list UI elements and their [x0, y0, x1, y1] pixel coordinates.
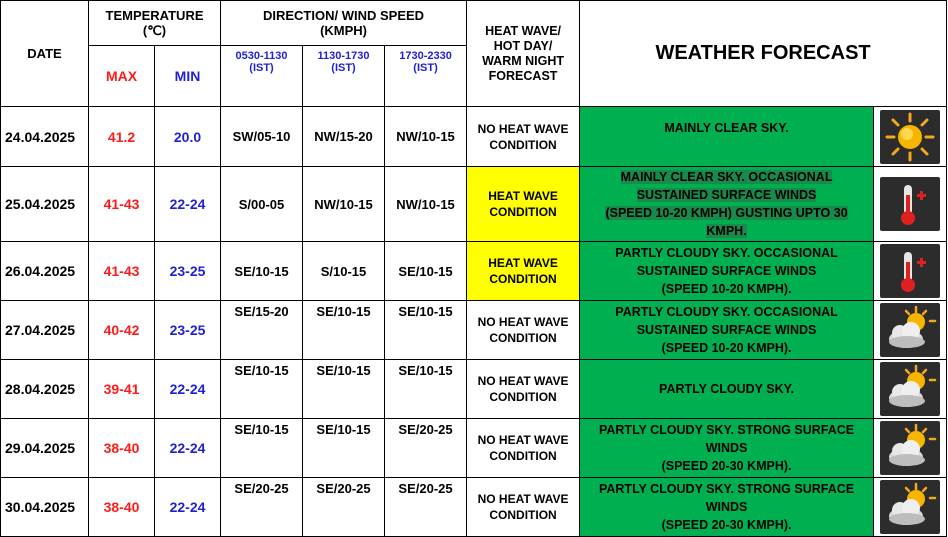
forecast-line: MAINLY CLEAR SKY. OCCASIONAL [620, 170, 833, 184]
forecast-row [1, 360, 947, 419]
forecast-row [1, 107, 947, 167]
row-forecast [580, 478, 874, 537]
row-icon-cell [874, 107, 947, 167]
temperature-unit: (℃) [142, 22, 167, 38]
slot2-header [303, 46, 385, 107]
row-min-temp: 22-24 [155, 167, 221, 242]
heatwave-line: NO HEAT WAVE [477, 433, 569, 447]
row-max-temp: 40-42 [89, 301, 155, 360]
row-max-temp: 38-40 [89, 419, 155, 478]
row-heatwave [467, 360, 580, 419]
forecast-line: SUSTAINED SURFACE WINDS [636, 264, 817, 278]
heatwave-line: CONDITION [489, 449, 557, 463]
row-min-temp: 22-24 [155, 419, 221, 478]
row-wind-slot2: NW/10-15 [303, 167, 385, 242]
row-wind-slot2: S/10-15 [303, 242, 385, 301]
partly-cloudy-icon [880, 421, 940, 475]
row-date: 27.04.2025 [1, 301, 89, 360]
max-header: MAX [89, 46, 155, 107]
row-date: 29.04.2025 [1, 419, 89, 478]
row-wind-slot1: SE/10-15 [221, 242, 303, 301]
heatwave-header-line: FORECAST [488, 68, 558, 83]
row-max-temp: 38-40 [89, 478, 155, 537]
row-wind-slot1: SW/05-10 [221, 107, 303, 167]
row-forecast [580, 107, 874, 167]
forecast-row [1, 167, 947, 242]
row-wind-slot2: NW/15-20 [303, 107, 385, 167]
partly-cloudy-icon [880, 362, 940, 416]
forecast-line: (SPEED 10-20 KMPH) GUSTING UPTO 30 [605, 206, 848, 220]
forecast-line: SUSTAINED SURFACE WINDS [636, 188, 817, 202]
row-wind-slot3: SE/10-15 [385, 242, 467, 301]
row-min-temp: 23-25 [155, 242, 221, 301]
heatwave-line: NO HEAT WAVE [477, 121, 569, 136]
row-heatwave [467, 301, 580, 360]
row-forecast [580, 301, 874, 360]
forecast-line: PARTLY CLOUDY SKY. OCCASIONAL [615, 246, 838, 260]
forecast-line: (SPEED 20-30 KMPH). [661, 518, 792, 532]
hot-thermometer-icon [880, 244, 940, 298]
slot2-time: 1130-1730 [317, 50, 370, 62]
row-wind-slot2: SE/10-15 [303, 360, 385, 419]
slot2-tz: (IST) [331, 62, 356, 74]
row-wind-slot1: S/00-05 [221, 167, 303, 242]
wind-unit: (KMPH) [320, 23, 367, 38]
row-heatwave [467, 478, 580, 537]
heatwave-line: HEAT WAVE [488, 189, 558, 203]
min-header: MIN [155, 46, 221, 107]
date-header: DATE [1, 1, 89, 107]
row-max-temp: 39-41 [89, 360, 155, 419]
heatwave-line: CONDITION [489, 272, 557, 286]
row-max-temp: 41.2 [89, 107, 155, 167]
row-heatwave [467, 242, 580, 301]
row-heatwave [467, 167, 580, 242]
row-wind-slot1: SE/10-15 [221, 360, 303, 419]
slot3-time: 1730-2330 [399, 50, 452, 62]
row-date: 24.04.2025 [1, 107, 89, 167]
heatwave-header [467, 1, 580, 107]
row-min-temp: 20.0 [155, 107, 221, 167]
row-wind-slot3: SE/10-15 [385, 301, 467, 360]
heatwave-line: NO HEAT WAVE [477, 374, 569, 388]
slot1-header [221, 46, 303, 107]
heatwave-line: CONDITION [489, 205, 557, 219]
forecast-line: KMPH. [706, 224, 747, 238]
temperature-header [89, 1, 221, 46]
slot3-tz: (IST) [413, 62, 438, 74]
slot3-header [385, 46, 467, 107]
row-icon-cell [874, 419, 947, 478]
forecast-line: PARTLY CLOUDY SKY. STRONG SURFACE [598, 423, 855, 437]
forecast-line: WINDS [705, 441, 748, 455]
row-icon-cell [874, 301, 947, 360]
heatwave-line: NO HEAT WAVE [477, 315, 569, 329]
row-wind-slot3: SE/10-15 [385, 360, 467, 419]
temperature-label: TEMPERATURE [105, 7, 204, 23]
row-date: 25.04.2025 [1, 167, 89, 242]
heatwave-header-line: HEAT WAVE/ [485, 23, 562, 38]
slot1-time: 0530-1130 [235, 50, 288, 62]
row-date: 26.04.2025 [1, 242, 89, 301]
forecast-line: (SPEED 20-30 KMPH). [661, 459, 792, 473]
forecast-line: (SPEED 10-20 KMPH). [661, 282, 792, 296]
row-forecast [580, 360, 874, 419]
heatwave-line: CONDITION [489, 390, 557, 404]
row-heatwave [467, 419, 580, 478]
wind-label: DIRECTION/ WIND SPEED [262, 8, 425, 23]
forecast-line: (SPEED 10-20 KMPH). [661, 341, 792, 355]
wind-header [221, 1, 467, 46]
heatwave-line: HEAT WAVE [488, 256, 558, 270]
row-icon-cell [874, 242, 947, 301]
row-min-temp: 22-24 [155, 360, 221, 419]
row-forecast [580, 242, 874, 301]
forecast-row [1, 478, 947, 537]
forecast-line: MAINLY CLEAR SKY. [664, 121, 789, 135]
row-max-temp: 41-43 [89, 167, 155, 242]
row-icon-cell [874, 167, 947, 242]
heatwave-line: CONDITION [489, 331, 557, 345]
row-wind-slot3: SE/20-25 [385, 478, 467, 537]
forecast-line: PARTLY CLOUDY SKY. [659, 382, 795, 396]
row-wind-slot2: SE/10-15 [303, 419, 385, 478]
slot1-tz: (IST) [249, 62, 274, 74]
partly-cloudy-icon [880, 480, 940, 534]
row-icon-cell [874, 478, 947, 537]
forecast-row [1, 301, 947, 360]
row-wind-slot1: SE/20-25 [221, 478, 303, 537]
row-date: 30.04.2025 [1, 478, 89, 537]
row-wind-slot3: NW/10-15 [385, 167, 467, 242]
heatwave-line: CONDITION [489, 137, 557, 152]
forecast-row [1, 419, 947, 478]
heatwave-line: CONDITION [489, 508, 557, 522]
row-max-temp: 41-43 [89, 242, 155, 301]
row-wind-slot1: SE/10-15 [221, 419, 303, 478]
row-date: 28.04.2025 [1, 360, 89, 419]
sun-icon [880, 110, 940, 164]
heatwave-line: NO HEAT WAVE [477, 492, 569, 506]
forecast-row [1, 242, 947, 301]
heatwave-header-line: WARM NIGHT [482, 53, 565, 68]
row-wind-slot2: SE/20-25 [303, 478, 385, 537]
row-wind-slot3: NW/10-15 [385, 107, 467, 167]
row-forecast [580, 419, 874, 478]
weather-forecast-header: WEATHER FORECAST [580, 1, 947, 107]
row-min-temp: 23-25 [155, 301, 221, 360]
row-icon-cell [874, 360, 947, 419]
row-wind-slot3: SE/20-25 [385, 419, 467, 478]
heatwave-header-line: HOT DAY/ [493, 38, 553, 53]
row-min-temp: 22-24 [155, 478, 221, 537]
row-heatwave [467, 107, 580, 167]
forecast-line: WINDS [705, 500, 748, 514]
row-forecast [580, 167, 874, 242]
forecast-line: SUSTAINED SURFACE WINDS [636, 323, 817, 337]
forecast-line: PARTLY CLOUDY SKY. OCCASIONAL [615, 305, 838, 319]
forecast-line: PARTLY CLOUDY SKY. STRONG SURFACE [598, 482, 855, 496]
row-wind-slot1: SE/15-20 [221, 301, 303, 360]
hot-thermometer-icon [880, 177, 940, 231]
row-wind-slot2: SE/10-15 [303, 301, 385, 360]
partly-cloudy-icon [880, 303, 940, 357]
